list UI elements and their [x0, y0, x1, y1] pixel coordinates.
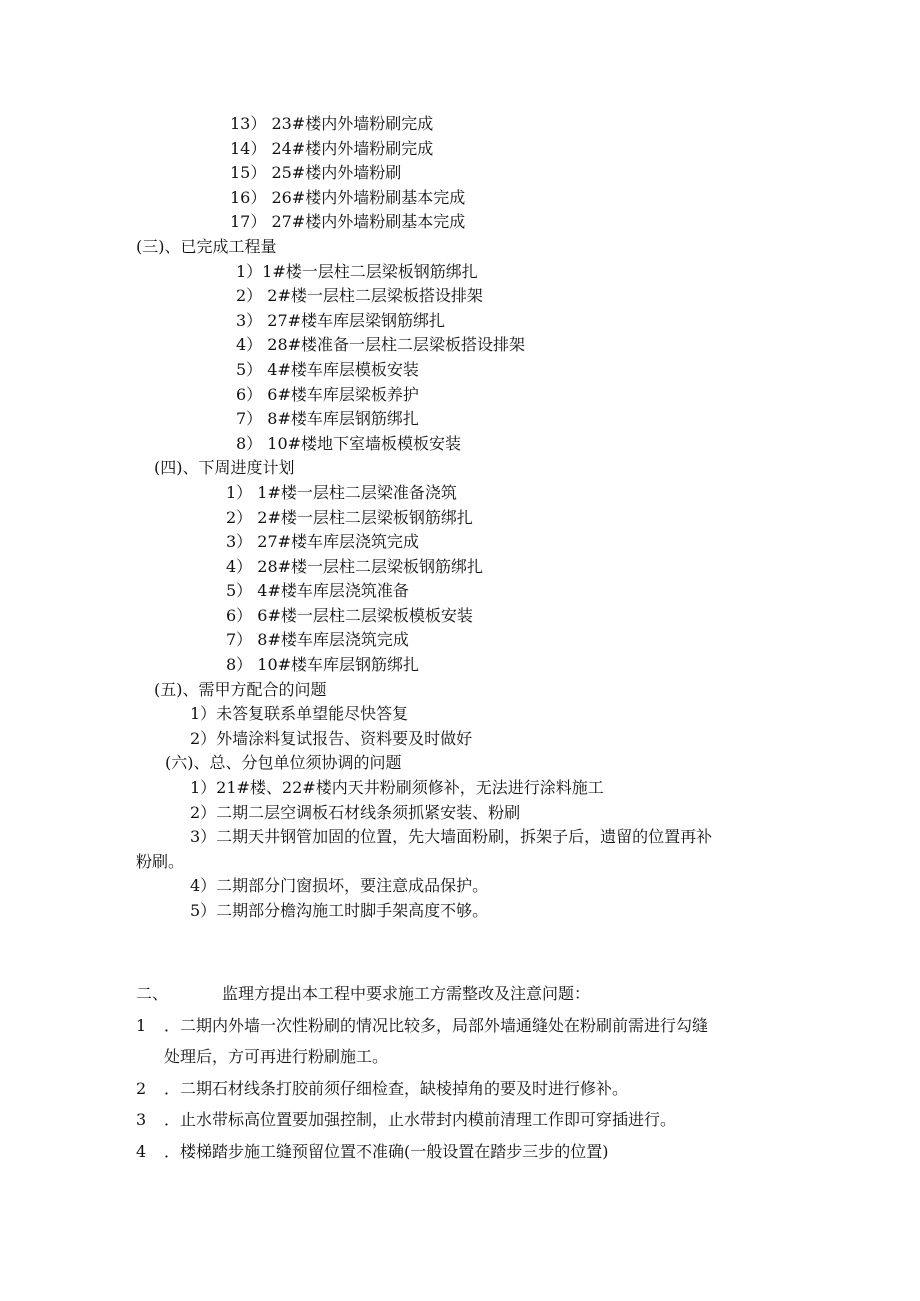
section-heading-supervision — [136, 978, 784, 1010]
list-item: 14） 24#楼内外墙粉刷完成 — [230, 138, 434, 158]
list-item: 17） 27#楼内外墙粉刷基本完成 — [230, 212, 466, 232]
item-text: ．止水带标高位置要加强控制，止水带封内模前清理工作即可穿插进行。 — [164, 1110, 677, 1129]
list-item: 16） 26#楼内外墙粉刷基本完成 — [230, 187, 466, 207]
item-number: 1 — [136, 1015, 147, 1035]
item-text-continuation: 处理后，方可再进行粉刷施工。 — [164, 1047, 389, 1066]
list-item: 4） 28#楼准备一层柱二层梁板搭设排架 — [236, 335, 526, 355]
section-heading-sub-coord: (六)、总、分包单位须协调的问题 — [165, 753, 402, 773]
numbered-item — [136, 1104, 784, 1136]
item-number: 3 — [136, 1110, 147, 1129]
list-item: 6） 6#楼车库层梁板养护 — [236, 384, 419, 404]
numbered-item — [136, 1136, 784, 1168]
section-title: 监理方提出本工程中要求施工方需整改及注意问题： — [222, 984, 591, 1003]
list-item-continuation: 粉刷。 — [136, 851, 185, 871]
list-item: 7） 8#楼车库层浇筑完成 — [226, 630, 409, 650]
list-item: 8） 10#楼地下室墙板模板安装 — [236, 433, 462, 453]
list-item: 8） 10#楼车库层钢筋绑扎 — [226, 655, 420, 675]
list-item: 15） 25#楼内外墙粉刷 — [230, 163, 402, 183]
list-item: 1）1#楼一层柱二层梁板钢筋绑扎 — [236, 261, 478, 281]
list-item: 3）二期天井钢管加固的位置，先大墙面粉刷，拆架子后，遗留的位置再补 — [190, 827, 713, 847]
numbered-item-continuation — [136, 1041, 784, 1073]
list-item: 13） 23#楼内外墙粉刷完成 — [230, 114, 434, 133]
numbered-item — [136, 1073, 784, 1105]
list-item: 6） 6#楼一层柱二层梁板模板安装 — [226, 605, 473, 625]
item-number: 4 — [136, 1141, 147, 1161]
item-number: 2 — [136, 1078, 147, 1098]
section-heading-owner-coop: (五)、需甲方配合的问题 — [154, 679, 327, 699]
item-text: ．二期内外墙一次性粉刷的情况比较多，局部外墙通缝处在粉刷前需进行勾缝 — [164, 1015, 709, 1035]
list-item: 1） 1#楼一层柱二层梁准备浇筑 — [226, 482, 457, 502]
list-item: 4） 28#楼一层柱二层梁板钢筋绑扎 — [226, 556, 484, 576]
list-item: 5） 4#楼车库层浇筑准备 — [226, 581, 409, 601]
list-item: 2）外墙涂料复试报告、资料要及时做好 — [190, 728, 473, 748]
list-item: 1）未答复联系单望能尽快答复 — [190, 704, 409, 724]
section-heading-completed: (三)、已完成工程量 — [136, 236, 277, 256]
list-item: 1）21#楼、22#楼内天井粉刷须修补，无法进行涂料施工 — [190, 778, 604, 798]
item-text: ．楼梯踏步施工缝预留位置不准确(一般设置在踏步三步的位置) — [164, 1141, 609, 1161]
list-item: 5）二期部分檐沟施工时脚手架高度不够。 — [190, 901, 489, 920]
list-item: 5） 4#楼车库层模板安装 — [236, 359, 419, 379]
list-item: 2） 2#楼一层柱二层梁板钢筋绑扎 — [226, 507, 473, 527]
list-item: 3） 27#楼车库层浇筑完成 — [226, 532, 420, 552]
progress-list-tail — [0, 112, 712, 924]
section-heading-next-week: (四)、下周进度计划 — [154, 458, 295, 478]
list-item: 2） 2#楼一层柱二层梁板搭设排架 — [236, 286, 483, 306]
list-item: 4）二期部分门窗损坏，要注意成品保护。 — [190, 876, 489, 896]
supervision-section — [136, 978, 784, 1167]
list-item: 3） 27#楼车库层梁钢筋绑扎 — [236, 310, 446, 330]
numbered-item — [136, 1010, 784, 1042]
item-text: ．二期石材线条打胶前须仔细检查，缺棱掉角的要及时进行修补。 — [164, 1078, 629, 1098]
list-item: 2）二期二层空调板石材线条须抓紧安装、粉刷 — [190, 802, 521, 822]
list-item: 7） 8#楼车库层钢筋绑扎 — [236, 409, 419, 429]
section-number: 二、 — [136, 984, 169, 1003]
